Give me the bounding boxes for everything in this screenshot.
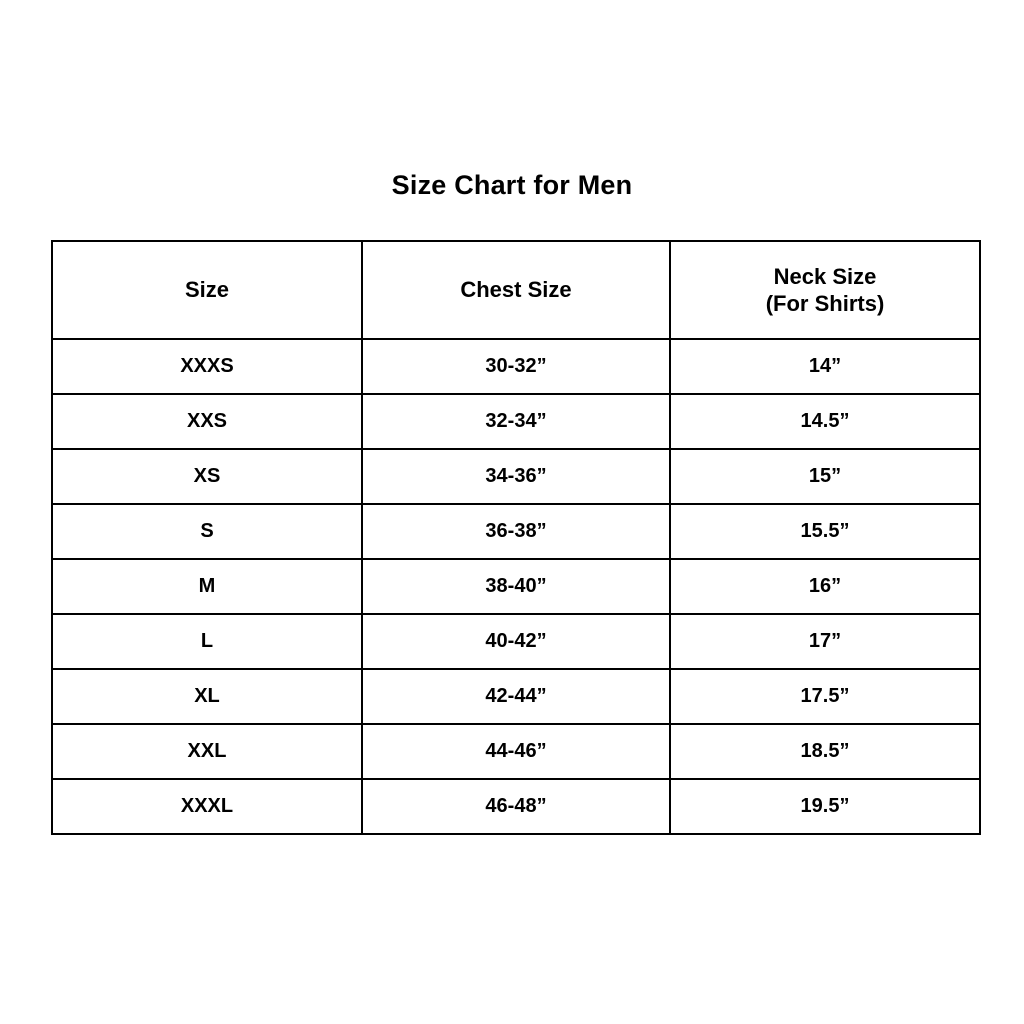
cell-neck: 14.5” — [670, 394, 980, 449]
cell-size: M — [52, 559, 362, 614]
cell-neck: 15” — [670, 449, 980, 504]
column-header-chest-line1: Chest Size — [460, 277, 572, 303]
cell-size: XXS — [52, 394, 362, 449]
page-title: Size Chart for Men — [391, 170, 633, 200]
cell-chest: 40-42” — [362, 614, 670, 669]
table-row — [52, 669, 980, 724]
column-header-neck-line1: Neck Size — [773, 263, 877, 289]
table-row — [52, 394, 980, 449]
cell-chest: 46-48” — [362, 779, 670, 834]
cell-neck: 15.5” — [670, 504, 980, 559]
cell-chest: 38-40” — [362, 559, 670, 614]
table-row — [52, 449, 980, 504]
cell-neck: 18.5” — [670, 724, 980, 779]
cell-neck: 19.5” — [670, 779, 980, 834]
cell-chest: 42-44” — [362, 669, 670, 724]
cell-size: XXL — [52, 724, 362, 779]
cell-chest: 44-46” — [362, 724, 670, 779]
cell-size: XL — [52, 669, 362, 724]
table-row — [52, 614, 980, 669]
table-row — [52, 559, 980, 614]
cell-chest: 32-34” — [362, 394, 670, 449]
cell-neck: 17.5” — [670, 669, 980, 724]
cell-size: S — [52, 504, 362, 559]
cell-neck: 14” — [670, 339, 980, 394]
cell-chest: 30-32” — [362, 339, 670, 394]
cell-size: XS — [52, 449, 362, 504]
column-header-size-line1: Size — [184, 277, 230, 303]
column-header-neck-line2: (For Shirts) — [765, 291, 885, 316]
cell-chest: 36-38” — [362, 504, 670, 559]
table-row — [52, 339, 980, 394]
table-row — [52, 724, 980, 779]
size-chart-table — [51, 240, 981, 835]
table-header-row — [52, 241, 980, 339]
cell-chest: 34-36” — [362, 449, 670, 504]
column-header-chest — [362, 241, 670, 339]
column-header-size — [52, 241, 362, 339]
table-row — [52, 779, 980, 834]
cell-size: XXXS — [52, 339, 362, 394]
cell-size: L — [52, 614, 362, 669]
column-header-neck — [670, 241, 980, 339]
cell-neck: 16” — [670, 559, 980, 614]
cell-neck: 17” — [670, 614, 980, 669]
table-row — [52, 504, 980, 559]
cell-size: XXXL — [52, 779, 362, 834]
